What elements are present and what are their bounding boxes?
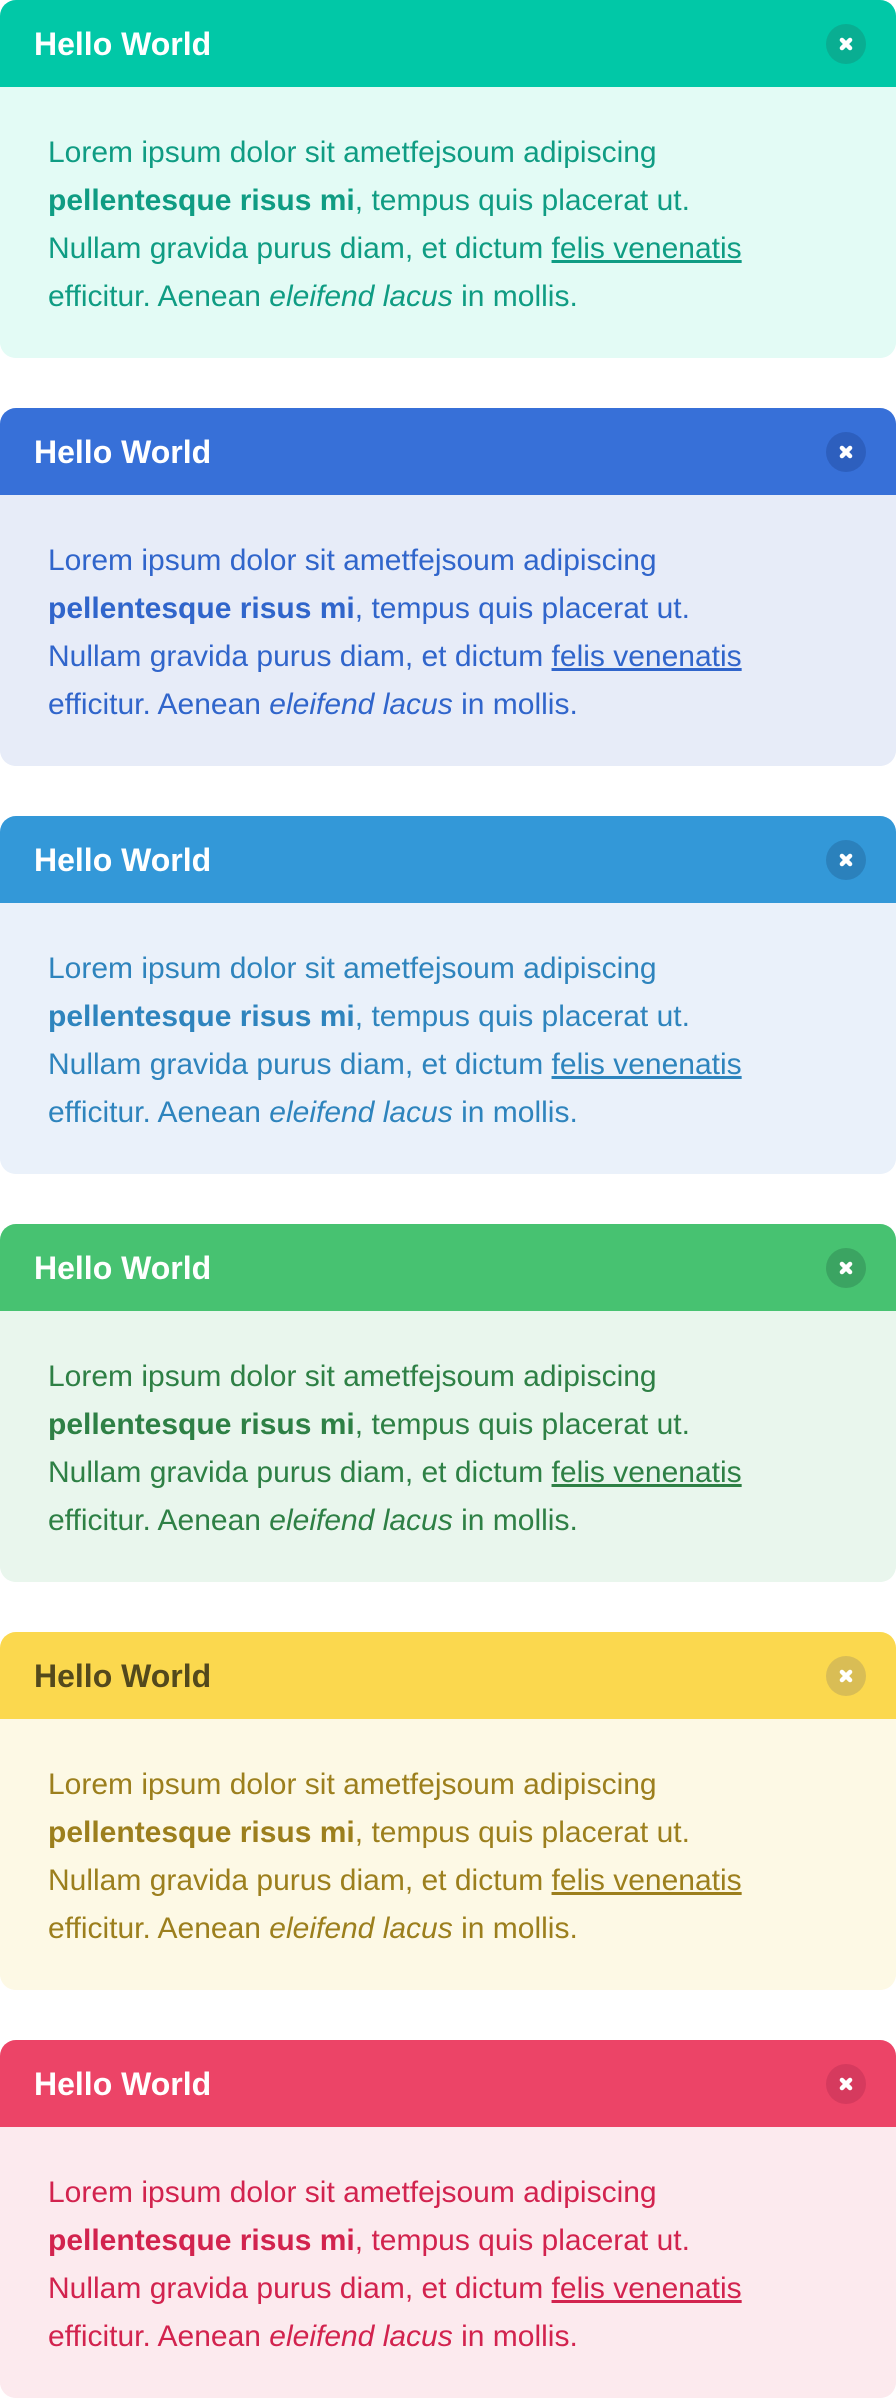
body-text-line [48, 1041, 848, 1089]
body-text-line [48, 1497, 848, 1545]
x-icon [837, 1259, 855, 1277]
card-title: Hello World [34, 433, 212, 470]
card-header [0, 1632, 896, 1719]
body-text-italic: eleifend lacus [269, 1096, 453, 1129]
card-body [0, 495, 896, 766]
body-text: efficitur. Aenean [48, 1912, 270, 1945]
body-text-italic: eleifend lacus [269, 2320, 453, 2353]
body-text-line [48, 129, 848, 177]
card-title: Hello World [34, 841, 212, 878]
body-text: Lorem ipsum dolor sit ametfejsoum adipiscing [48, 544, 657, 577]
body-text-line [48, 1761, 848, 1809]
body-text: Lorem ipsum dolor sit ametfejsoum adipiscing [48, 136, 657, 169]
body-text: in mollis. [452, 1504, 578, 1537]
body-text: Nullam gravida purus diam, et dictum [48, 1048, 552, 1081]
body-text: Lorem ipsum dolor sit ametfejsoum adipiscing [48, 2176, 657, 2209]
body-text-line [48, 537, 848, 585]
text-link[interactable]: felis venenatis [551, 2272, 742, 2305]
body-text: in mollis. [452, 2320, 578, 2353]
body-text: in mollis. [452, 688, 578, 721]
body-text: , tempus quis placerat ut. [354, 592, 690, 625]
body-text-line [48, 177, 848, 225]
body-text: efficitur. Aenean [48, 2320, 270, 2353]
text-link[interactable]: felis venenatis [551, 1048, 742, 1081]
body-text: Nullam gravida purus diam, et dictum [48, 640, 552, 673]
body-text-bold: pellentesque risus mi [48, 1816, 355, 1849]
body-text: , tempus quis placerat ut. [354, 1408, 690, 1441]
body-text: in mollis. [452, 280, 578, 313]
x-icon [837, 851, 855, 869]
body-text-line [48, 225, 848, 273]
close-button[interactable] [826, 1248, 866, 1288]
card-body [0, 87, 896, 358]
card-title: Hello World [34, 1249, 212, 1286]
body-text-line [48, 681, 848, 729]
body-text: Nullam gravida purus diam, et dictum [48, 232, 552, 265]
body-text-line [48, 1905, 848, 1953]
body-text-line [48, 993, 848, 1041]
body-text-line [48, 1353, 848, 1401]
alert-card-blue [0, 408, 896, 766]
alert-card-yellow [0, 1632, 896, 1990]
body-text: efficitur. Aenean [48, 688, 270, 721]
card-header [0, 408, 896, 495]
card-title: Hello World [34, 2065, 212, 2102]
body-text-line [48, 2217, 848, 2265]
body-text-line [48, 2265, 848, 2313]
body-text-line [48, 273, 848, 321]
x-icon [837, 35, 855, 53]
body-text: efficitur. Aenean [48, 280, 270, 313]
body-text-line [48, 1401, 848, 1449]
card-title: Hello World [34, 1657, 212, 1694]
body-text: , tempus quis placerat ut. [354, 184, 690, 217]
body-text-italic: eleifend lacus [269, 1504, 453, 1537]
close-button[interactable] [826, 1656, 866, 1696]
body-text-bold: pellentesque risus mi [48, 592, 355, 625]
text-link[interactable]: felis venenatis [551, 232, 742, 265]
body-text: Nullam gravida purus diam, et dictum [48, 1456, 552, 1489]
close-button[interactable] [826, 840, 866, 880]
x-icon [837, 443, 855, 461]
body-text-line [48, 1809, 848, 1857]
body-text-italic: eleifend lacus [269, 688, 453, 721]
body-text-line [48, 945, 848, 993]
body-text: Lorem ipsum dolor sit ametfejsoum adipiscing [48, 1360, 657, 1393]
card-body [0, 1311, 896, 1582]
body-text: Lorem ipsum dolor sit ametfejsoum adipiscing [48, 952, 657, 985]
body-text: in mollis. [452, 1912, 578, 1945]
alert-card-red [0, 2040, 896, 2398]
body-text-bold: pellentesque risus mi [48, 2224, 355, 2257]
text-link[interactable]: felis venenatis [551, 1456, 742, 1489]
body-text: Lorem ipsum dolor sit ametfejsoum adipiscing [48, 1768, 657, 1801]
alert-card-light-blue [0, 816, 896, 1174]
body-text: efficitur. Aenean [48, 1504, 270, 1537]
body-text-line [48, 585, 848, 633]
close-button[interactable] [826, 2064, 866, 2104]
body-text-line [48, 1089, 848, 1137]
body-text-line [48, 2169, 848, 2217]
card-header [0, 816, 896, 903]
card-header [0, 1224, 896, 1311]
x-icon [837, 2075, 855, 2093]
close-button[interactable] [826, 432, 866, 472]
text-link[interactable]: felis venenatis [551, 1864, 742, 1897]
body-text-bold: pellentesque risus mi [48, 1408, 355, 1441]
body-text: in mollis. [452, 1096, 578, 1129]
body-text-bold: pellentesque risus mi [48, 1000, 355, 1033]
body-text: Nullam gravida purus diam, et dictum [48, 2272, 552, 2305]
x-icon [837, 1667, 855, 1685]
body-text: Nullam gravida purus diam, et dictum [48, 1864, 552, 1897]
text-link[interactable]: felis venenatis [551, 640, 742, 673]
card-header [0, 0, 896, 87]
body-text-line [48, 633, 848, 681]
body-text-line [48, 2313, 848, 2361]
body-text-bold: pellentesque risus mi [48, 184, 355, 217]
body-text: , tempus quis placerat ut. [354, 2224, 690, 2257]
card-body [0, 1719, 896, 1990]
body-text-line [48, 1449, 848, 1497]
card-body [0, 903, 896, 1174]
body-text-italic: eleifend lacus [269, 280, 453, 313]
alert-card-teal [0, 0, 896, 358]
body-text: , tempus quis placerat ut. [354, 1816, 690, 1849]
card-title: Hello World [34, 25, 212, 62]
body-text: efficitur. Aenean [48, 1096, 270, 1129]
body-text-line [48, 1857, 848, 1905]
close-button[interactable] [826, 24, 866, 64]
alert-card-green [0, 1224, 896, 1582]
body-text: , tempus quis placerat ut. [354, 1000, 690, 1033]
card-header [0, 2040, 896, 2127]
card-body [0, 2127, 896, 2398]
body-text-italic: eleifend lacus [269, 1912, 453, 1945]
